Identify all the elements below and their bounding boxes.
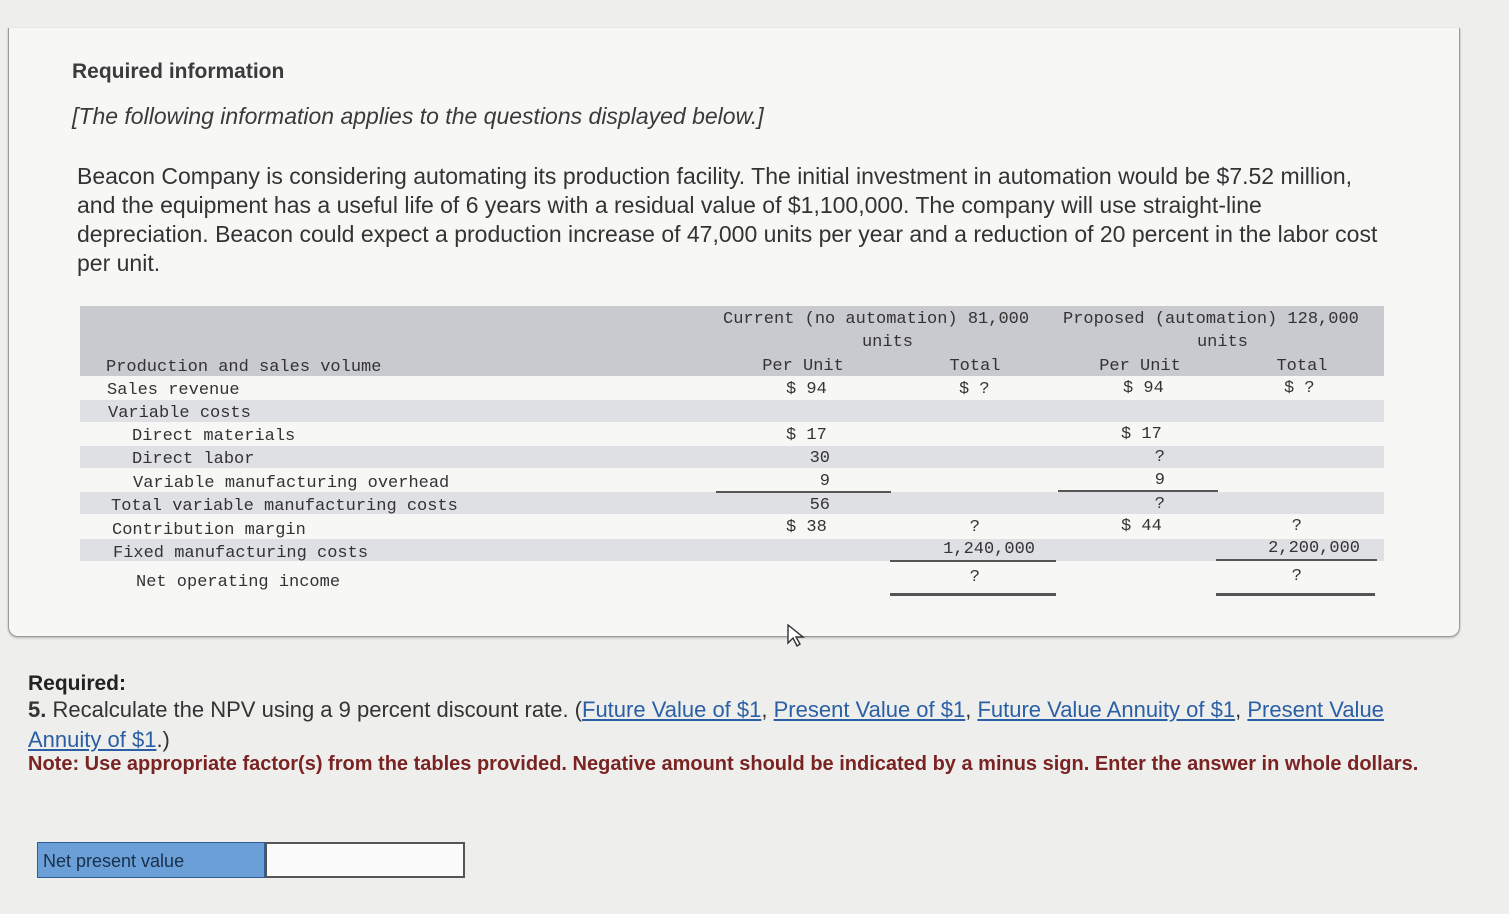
npv-label: Net present value [37, 842, 265, 878]
pro-dl-per-unit: ? [1154, 448, 1165, 467]
npv-answer-row [37, 842, 465, 878]
intro-note: [The following information applies to the questions displayed below.] [72, 103, 764, 129]
pro-revenue-per-unit: $ 94 [1123, 379, 1164, 398]
link-future-value-1[interactable]: Future Value of $1 [582, 697, 762, 722]
link-present-value-1[interactable]: Present Value of $1 [773, 697, 966, 722]
cur-noi-total: ? [969, 568, 980, 587]
col-proposed-per-unit: Per Unit [1099, 357, 1181, 376]
cur-cm-total: ? [969, 518, 980, 537]
proposed-header-units: units [1196, 333, 1248, 352]
required-information-title: Required information [72, 60, 285, 83]
pro-fixed-total: 2,200,000 [1268, 539, 1360, 558]
problem-paragraph: Beacon Company is considering automating its production facility. The initial investment in automation would be $7.52 million, and the equipment has a useful life of 6 years with a residual value of $1,100,000. The company will use straight-line depreciation. Beacon could expect a production increase of 47,000 units per year and a reduction of 20 percent in the labor cost per unit. [77, 163, 1378, 276]
cur-revenue-per-unit: $ 94 [786, 380, 827, 399]
col-proposed-total: Total [1276, 357, 1328, 376]
question-5: 5. Recalculate the NPV using a 9 percent discount rate. (Future Value of $1, Present Value of $1, Future Value Annuity of $1, Present Value Annuity of $1.) [28, 697, 1384, 752]
required-label: Required: [28, 672, 127, 695]
question-text: Recalculate the NPV using a 9 percent discount rate. ( [52, 697, 582, 722]
cur-tvmc-per-unit: 56 [809, 496, 830, 515]
cur-revenue-total: $ ? [959, 380, 990, 399]
row-direct-labor-label: Direct labor [132, 450, 255, 469]
cur-fixed-total: 1,240,000 [943, 540, 1035, 559]
row-direct-materials-label: Direct materials [132, 427, 296, 446]
cur-dm-per-unit: $ 17 [786, 426, 827, 445]
question-number: 5. [28, 697, 47, 722]
row-revenue-label: Sales revenue [107, 381, 240, 400]
income-statement-table [80, 306, 1384, 606]
col-current-per-unit: Per Unit [762, 357, 844, 376]
cur-cm-per-unit: $ 38 [786, 518, 827, 537]
link-future-value-annuity-1[interactable]: Future Value Annuity of $1 [977, 697, 1236, 722]
row-noi-label: Net operating income [136, 573, 341, 592]
cur-vmo-per-unit: 9 [819, 472, 830, 491]
cur-dl-per-unit: 30 [809, 449, 830, 468]
row-volume-label: Production and sales volume [106, 358, 382, 377]
pro-revenue-total: $ ? [1284, 379, 1315, 398]
pro-vmo-per-unit: 9 [1154, 471, 1165, 490]
col-current-total: Total [949, 357, 1001, 376]
row-cm-label: Contribution margin [112, 521, 306, 540]
npv-input[interactable] [265, 842, 465, 878]
pro-cm-total: ? [1291, 517, 1302, 536]
current-header: Current (no automation) 81,000 [723, 310, 1030, 329]
pro-noi-total: ? [1291, 567, 1302, 586]
pro-tvmc-per-unit: ? [1154, 495, 1165, 514]
pro-dm-per-unit: $ 17 [1121, 425, 1162, 444]
row-variable-costs-label: Variable costs [108, 404, 251, 423]
current-header-units: units [861, 333, 913, 352]
question-note: Note: Use appropriate factor(s) from the tables provided. Negative amount should be indicated by a minus sign. Enter the answer in whole dollars. [28, 753, 1419, 775]
link-present-value-annuity-1[interactable]: Present Value Annuity of $1 [28, 697, 1384, 752]
row-vmo-label: Variable manufacturing overhead [133, 474, 450, 493]
pro-cm-per-unit: $ 44 [1121, 517, 1162, 536]
mouse-pointer-icon [786, 624, 806, 648]
row-fixed-label: Fixed manufacturing costs [113, 544, 369, 563]
row-tvmc-label: Total variable manufacturing costs [111, 497, 458, 516]
proposed-header: Proposed (automation) 128,000 [1063, 310, 1359, 329]
